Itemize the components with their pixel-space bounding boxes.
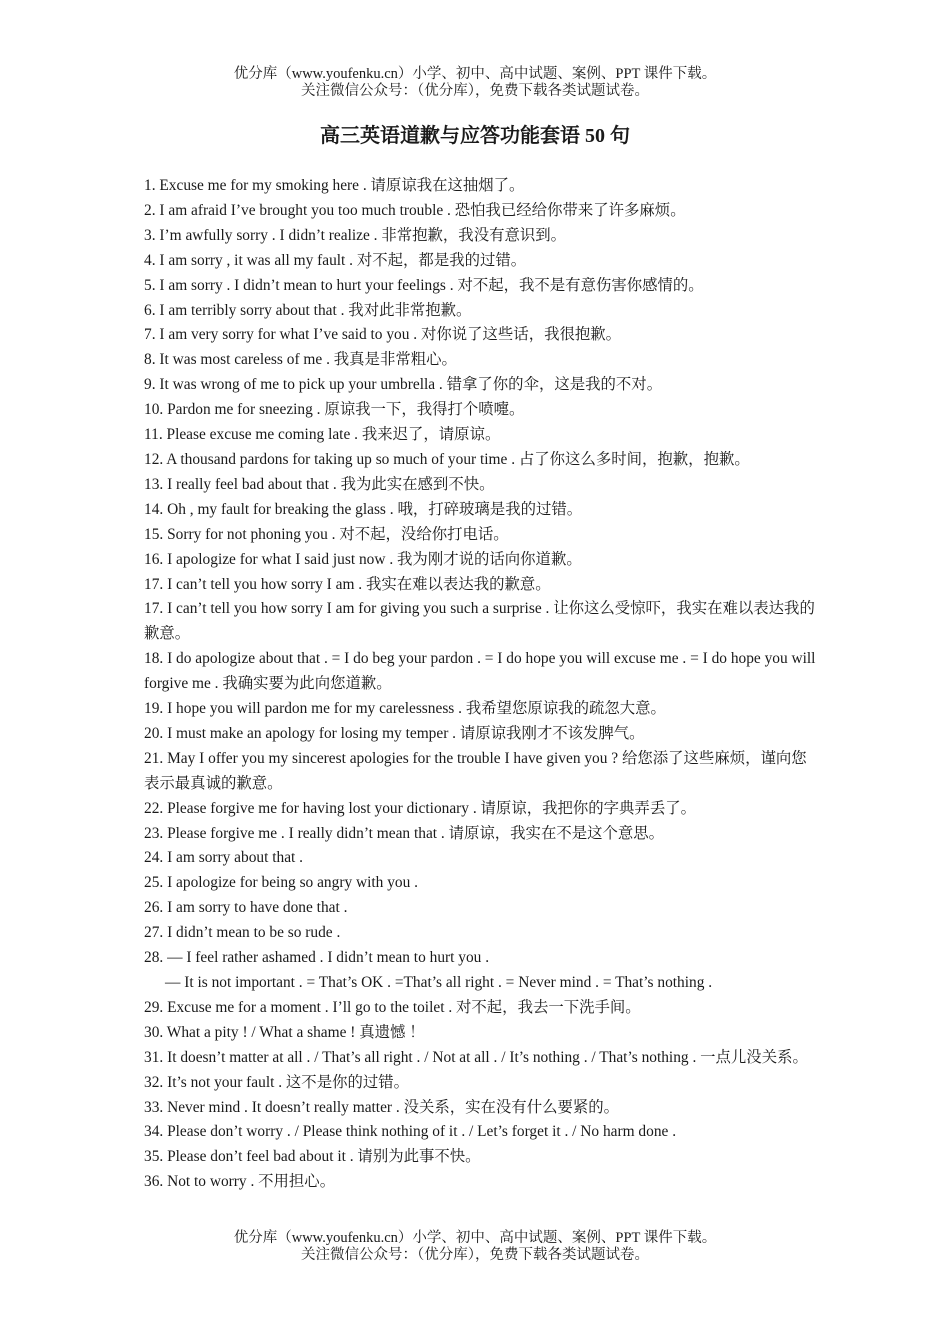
- list-item: 28. — I feel rather ashamed . I didn’t mean to hurt you .: [144, 949, 490, 967]
- list-item: 11. Please excuse me coming late . 我来迟了，请原谅。: [144, 426, 501, 444]
- list-item: 24. I am sorry about that .: [144, 849, 304, 867]
- list-item: 14. Oh , my fault for breaking the glass . 哦，打碎玻璃是我的过错。: [144, 500, 583, 518]
- list-item: 21. May I offer you my sincerest apologies for the trouble I have given you ? 给您添了这些麻烦，谨向您表示最真诚的歉意。: [144, 749, 807, 792]
- list-item: 36. Not to worry . 不用担心。: [144, 1173, 336, 1191]
- header-line-2: 关注微信公众号：（优分库），免费下载各类试题试卷。: [301, 83, 649, 99]
- list-item: 25. I apologize for being so angry with you .: [144, 874, 418, 892]
- list-item: 35. Please don’t feel bad about it . 请别为此事不快。: [144, 1148, 481, 1166]
- list-item: 29. Excuse me for a moment . I’ll go to the toilet . 对不起，我去一下洗手间。: [144, 998, 641, 1016]
- list-item: 8. It was most careless of me . 我真是非常粗心。: [144, 351, 457, 369]
- list-item: 32. It’s not your fault . 这不是你的过错。: [144, 1073, 410, 1091]
- list-item: 33. Never mind . It doesn’t really matter . 没关系，实在没有什么要紧的。: [144, 1098, 620, 1116]
- list-item: 16. I apologize for what I said just now . 我为刚才说的话向你道歉。: [144, 550, 582, 568]
- list-item: 10. Pardon me for sneezing . 原谅我一下，我得打个喷嚏。: [144, 401, 525, 419]
- header-line-1: 优分库（www.youfenku.cn）小学、初中、高中试题、案例、PPT 课件下载。: [233, 66, 717, 82]
- list-item: 9. It was wrong of me to pick up your umbrella . 错拿了你的伞，这是我的不对。: [144, 376, 663, 394]
- list-item: 23. Please forgive me . I really didn’t mean that . 请原谅，我实在不是这个意思。: [144, 824, 665, 842]
- list-item: 1. Excuse me for my smoking here . 请原谅我在这抽烟了。: [144, 177, 525, 194]
- list-item: 20. I must make an apology for losing my temper . 请原谅我刚才不该发脾气。: [144, 724, 645, 742]
- list-item: 3. I’m awfully sorry . I didn’t realize . 非常抱歉，我没有意识到。: [144, 226, 567, 244]
- list-item: 2. I am afraid I’ve brought you too much trouble . 恐怕我已经给你带来了许多麻烦。: [144, 201, 686, 219]
- list-item: 15. Sorry for not phoning you . 对不起，没给你打电话。: [144, 525, 509, 543]
- list-item: 31. It doesn’t matter at all . / That’s all right . / Not at all . / It’s nothing . / That’s nothing . 一点儿没关系。: [144, 1048, 808, 1066]
- document-title: 高三英语道歉与应答功能套语 50 句: [320, 125, 630, 147]
- phrase-list: [144, 174, 820, 1195]
- list-item: 4. I am sorry , it was all my fault . 对不起，都是我的过错。: [144, 251, 527, 269]
- list-item: 22. Please forgive me for having lost your dictionary . 请原谅，我把你的字典弄丢了。: [144, 799, 696, 817]
- footer-line-2: 关注微信公众号：（优分库），免费下载各类试题试卷。: [301, 1247, 649, 1263]
- list-item: 7. I am very sorry for what I’ve said to you . 对你说了这些话，我很抱歉。: [144, 326, 622, 344]
- list-item: 34. Please don’t worry . / Please think nothing of it . / Let’s forget it . / No harm done .: [144, 1123, 677, 1141]
- list-item: 12. A thousand pardons for taking up so much of your time . 占了你这么多时间，抱歉，抱歉。: [144, 450, 750, 468]
- list-item: 18. I do apologize about that . = I do beg your pardon . = I do hope you will excuse me . = I do hope you will forgive me . 我确实要为此向您道歉。: [144, 650, 816, 693]
- list-item: 26. I am sorry to have done that .: [144, 899, 348, 917]
- list-item: 5. I am sorry . I didn’t mean to hurt your feelings . 对不起，我不是有意伤害你感情的。: [144, 276, 704, 294]
- page-header: [0, 66, 950, 100]
- list-item: 30. What a pity ! / What a shame ! 真遗憾 ！: [144, 1023, 425, 1041]
- page-footer: [0, 1230, 950, 1264]
- list-item: 6. I am terribly sorry about that . 我对此非常抱歉。: [144, 301, 472, 319]
- list-item-reply: — It is not important . = That’s OK . =That’s all right . = Never mind . = That’s nothing .: [165, 974, 713, 991]
- list-item: 17. I can’t tell you how sorry I am . 我实在难以表达我的歉意。: [144, 575, 551, 593]
- list-item: 13. I really feel bad about that . 我为此实在感到不快。: [144, 475, 495, 493]
- list-item: 17. I can’t tell you how sorry I am for giving you such a surprise . 让你这么受惊吓，我实在难以表达我的歉意。: [144, 600, 815, 643]
- list-item: 19. I hope you will pardon me for my carelessness . 我希望您原谅我的疏忽大意。: [144, 700, 666, 718]
- footer-line-1: 优分库（www.youfenku.cn）小学、初中、高中试题、案例、PPT 课件下载。: [233, 1230, 717, 1246]
- list-item: 27. I didn’t mean to be so rude .: [144, 924, 341, 942]
